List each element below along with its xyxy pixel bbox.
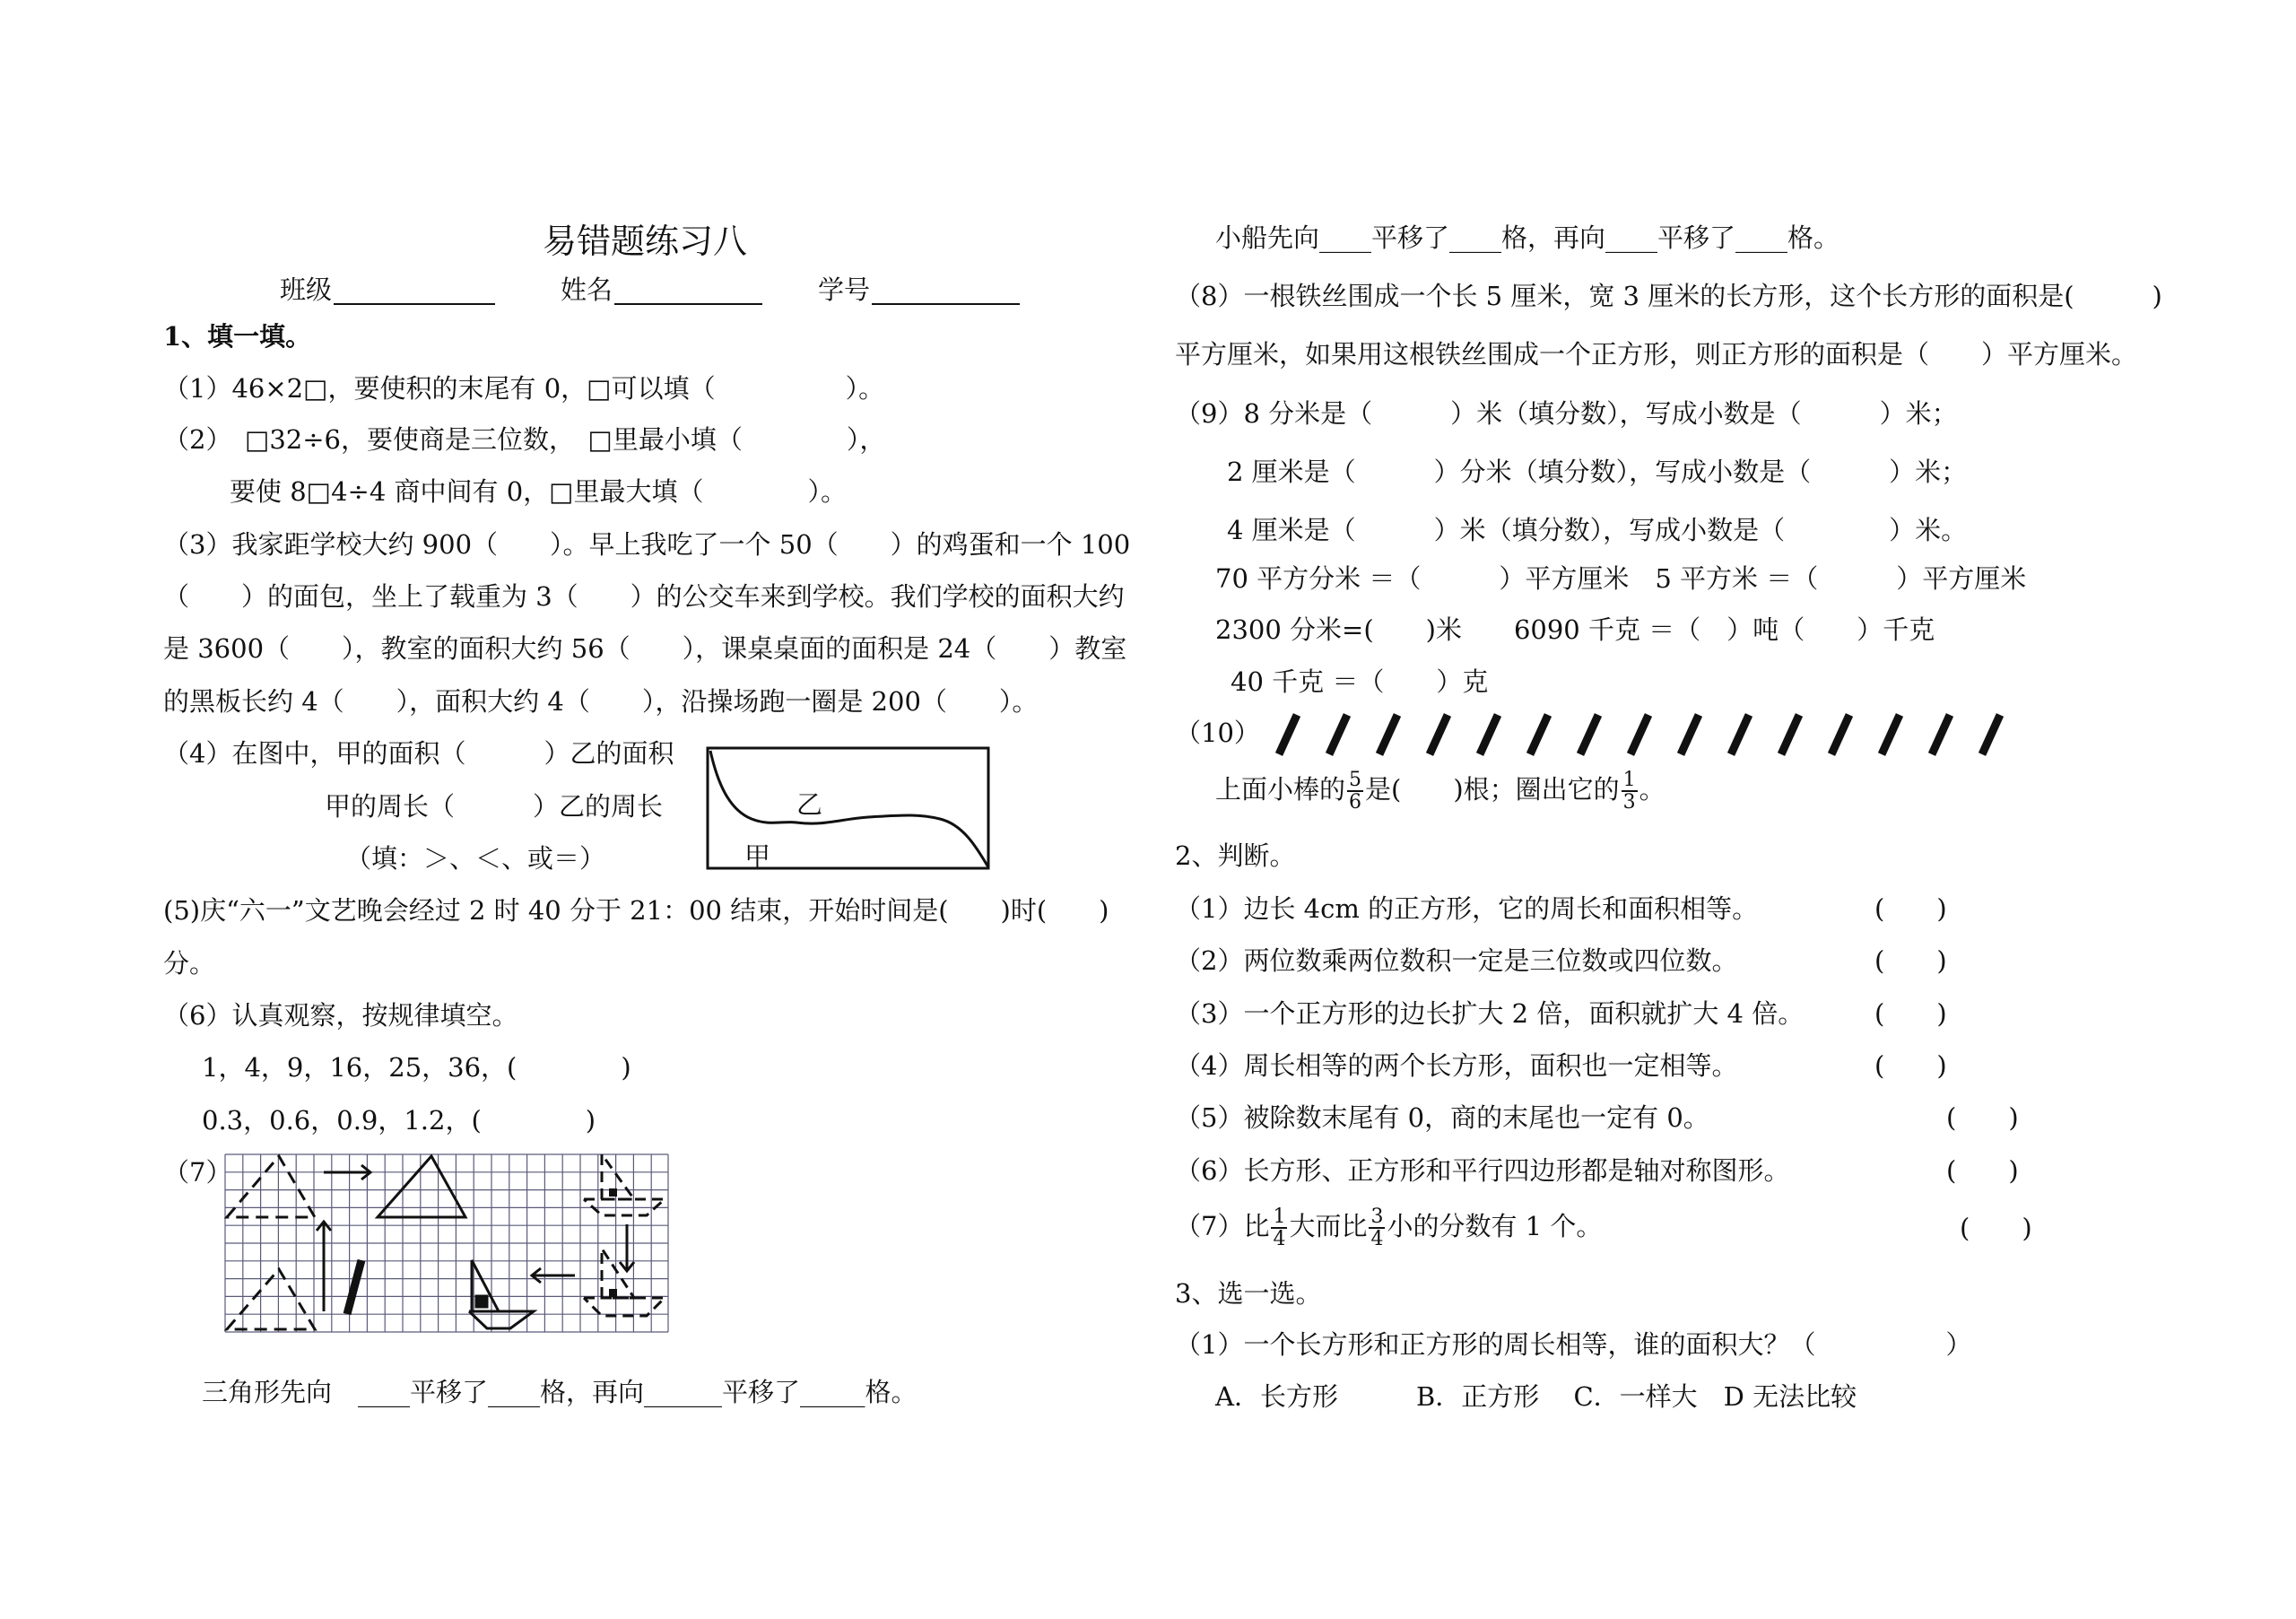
judge-5-paren[interactable]: ( ) <box>1946 1102 2019 1133</box>
question-1-4a: （4）在图中，甲的面积（ ）乙的面积 <box>163 738 674 769</box>
question-1-3d: 的黑板长约 4（ ），面积大约 4（ ），沿操场跑一圈是 200（ ）。 <box>163 686 1039 717</box>
question-1-4c: （填：＞、＜、或＝） <box>345 843 606 874</box>
sticks-text-end: 。 <box>1639 774 1665 805</box>
question-1-2b: 要使 8□4÷4 商中间有 0，□里最大填（ ）。 <box>230 476 848 507</box>
fraction-three-quarters: $\frac{3}{4}$ <box>1370 1206 1384 1251</box>
number-blank[interactable] <box>872 303 1020 305</box>
section-2-heading: 2、判断。 <box>1175 840 1296 871</box>
figure-label-yi: 乙 <box>796 789 823 820</box>
sticks-figure <box>1274 713 2005 758</box>
question-1-7-answer: 三角形先向 ____平移了____格，再向______平移了_____格。 <box>202 1377 918 1407</box>
question-1-10: （10） <box>1175 718 1260 748</box>
name-label: 姓名 <box>561 274 613 305</box>
question-1-8a: （8）一根铁丝围成一个长 5 厘米，宽 3 厘米的长方形，这个长方形的面积是( ) <box>1175 281 2162 311</box>
class-label: 班级 <box>280 274 333 305</box>
question-1-5a: (5)庆“六一”文艺晚会经过 2 时 40 分于 21：00 结束，开始时间是( )时( ) <box>163 895 1109 926</box>
question-1-8b: 平方厘米，如果用这根铁丝围成一个正方形，则正方形的面积是（ ）平方厘米。 <box>1175 339 2138 370</box>
question-1-6: （6）认真观察，按规律填空。 <box>163 1000 518 1031</box>
question-1-10b <box>1215 770 1665 813</box>
question-1-9c: 4 厘米是（ ）米（填分数），写成小数是（ ）米。 <box>1227 515 1968 545</box>
section-3-heading: 3、选一选。 <box>1175 1278 1322 1309</box>
question-1-9e: 2300 分米=( )米 6090 千克 ＝（ ）吨（ ）千克 <box>1215 614 1935 645</box>
judge-7-prefix: （7）比 <box>1175 1211 1270 1242</box>
judge-3: （3）一个正方形的边长扩大 2 倍，面积就扩大 4 倍。 <box>1175 998 1805 1029</box>
section-1-heading: 1、填一填。 <box>163 321 312 352</box>
question-1-3b: （ ）的面包，坐上了载重为 3（ ）的公交车来到学校。我们学校的面积大约 <box>163 581 1125 612</box>
sticks-text-prefix: 上面小棒的 <box>1215 774 1346 805</box>
judge-7-end: 小的分数有 1 个。 <box>1387 1211 1603 1242</box>
judge-2-paren[interactable]: ( ) <box>1874 945 1947 976</box>
question-1-5b: 分。 <box>163 948 216 979</box>
sequence-2: 0.3，0.6，0.9，1.2，( ) <box>202 1105 596 1136</box>
translation-grid-figure <box>225 1154 668 1334</box>
question-1-7-boat: 小船先向____平移了____格，再向____平移了____格。 <box>1215 222 1840 253</box>
judge-6: （6）长方形、正方形和平行四边形都是轴对称图形。 <box>1175 1155 1790 1186</box>
judge-2: （2）两位数乘两位数积一定是三位数或四位数。 <box>1175 945 1738 976</box>
judge-5: （5）被除数末尾有 0，商的末尾也一定有 0。 <box>1175 1102 1709 1133</box>
question-1-9d: 70 平方分米 ＝（ ）平方厘米 5 平方米 ＝（ ）平方厘米 <box>1215 563 2027 594</box>
class-blank[interactable] <box>334 303 495 305</box>
question-1-9b: 2 厘米是（ ）分米（填分数），写成小数是（ ）米； <box>1227 457 1968 487</box>
judge-7 <box>1175 1206 1602 1249</box>
judge-3-paren[interactable]: ( ) <box>1874 998 1947 1029</box>
fraction-one-third: $\frac{1}{3}$ <box>1622 769 1636 814</box>
figure-label-jia: 甲 <box>744 841 771 872</box>
select-options-1[interactable]: A．长方形 B．正方形 C．一样大 D 无法比较 <box>1215 1381 1857 1412</box>
question-1-2a: （2） □32÷6，要使商是三位数， □里最小填（ ）， <box>163 424 886 455</box>
judge-4-paren[interactable]: ( ) <box>1874 1050 1947 1081</box>
question-1-3c: 是 3600（ ），教室的面积大约 56（ ），课桌桌面的面积是 24（ ）教室 <box>163 633 1127 664</box>
number-label: 学号 <box>818 274 871 305</box>
judge-1-paren[interactable]: ( ) <box>1874 893 1947 924</box>
judge-7-middle: 大而比 <box>1289 1211 1368 1242</box>
question-1-9a: （9）8 分米是（ ）米（填分数），写成小数是（ ）米； <box>1175 398 1958 429</box>
question-1-1: （1）46×2□，要使积的末尾有 0，□可以填（ ）。 <box>163 373 885 404</box>
question-1-7: （7） <box>163 1157 232 1188</box>
judge-4: （4）周长相等的两个长方形，面积也一定相等。 <box>1175 1050 1738 1081</box>
sticks-text-middle: 是( )根；圈出它的 <box>1365 774 1620 805</box>
judge-1: （1）边长 4cm 的正方形，它的周长和面积相等。 <box>1175 893 1759 924</box>
judge-6-paren[interactable]: ( ) <box>1946 1155 2019 1186</box>
name-blank[interactable] <box>614 303 762 305</box>
page-title: 易错题练习八 <box>543 222 748 261</box>
fraction-five-sixths: $\frac{5}{6}$ <box>1349 769 1362 814</box>
question-1-3a: （3）我家距学校大约 900（ ）。早上我吃了一个 50（ ）的鸡蛋和一个 100 <box>163 529 1131 560</box>
sequence-1: 1，4，9，16，25，36，( ) <box>202 1052 631 1083</box>
select-question-1: （1）一个长方形和正方形的周长相等，谁的面积大？（ ） <box>1175 1329 1972 1360</box>
question-1-4b: 甲的周长（ ）乙的周长 <box>325 791 664 822</box>
question-1-9f: 40 千克 ＝（ ）克 <box>1231 666 1489 697</box>
fraction-one-quarter: $\frac{1}{4}$ <box>1273 1206 1286 1251</box>
judge-7-paren[interactable]: ( ) <box>1960 1213 2032 1243</box>
